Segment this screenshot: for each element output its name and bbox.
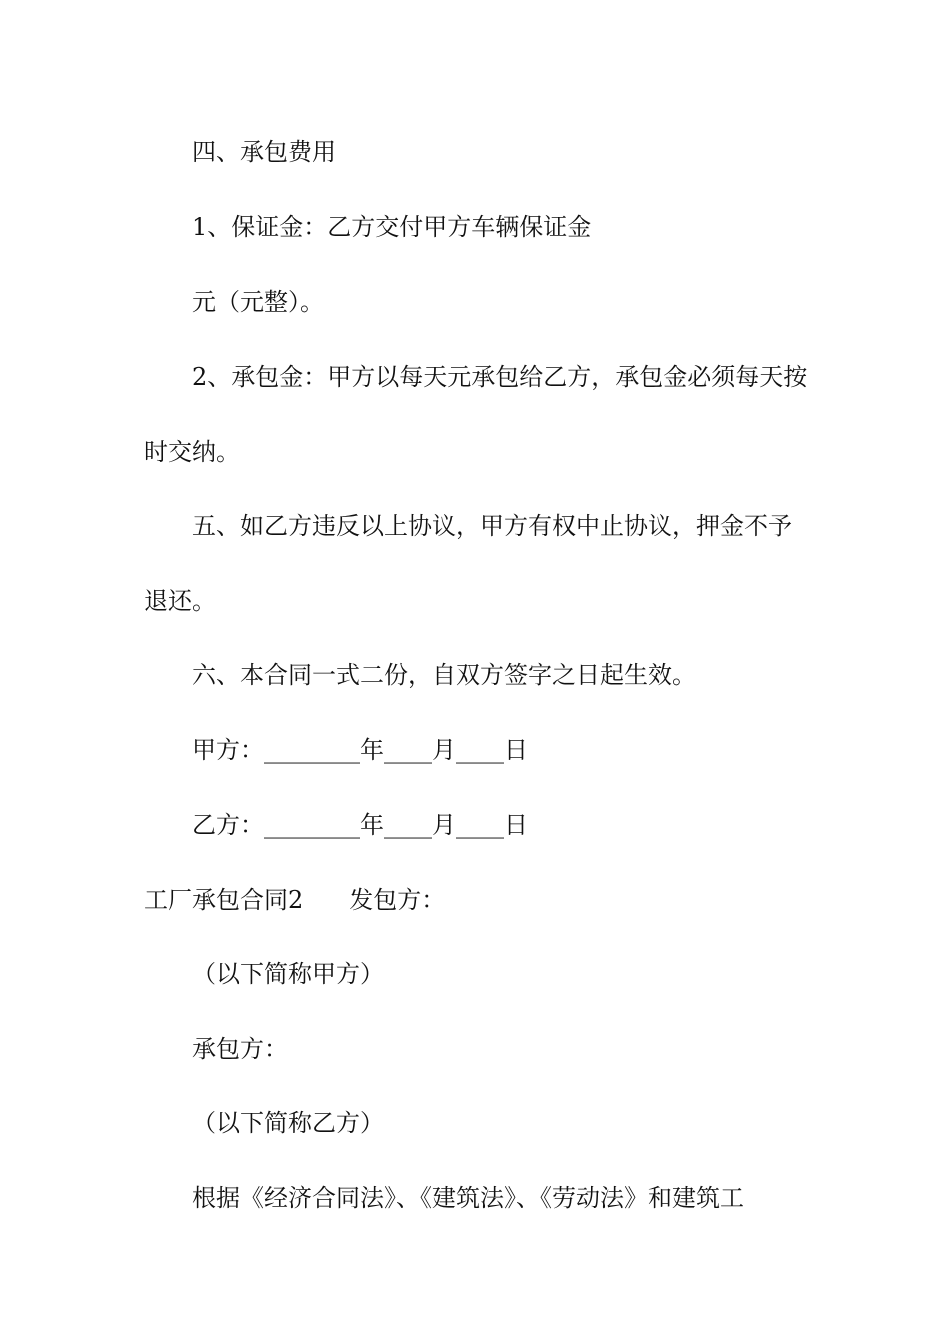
contractor-abbreviation: （以下简称乙方） xyxy=(192,1109,384,1137)
issuer-label: 发包方： xyxy=(349,886,446,914)
section-heading-fee: 四、承包费用 xyxy=(192,138,336,166)
contractor-label: 承包方： xyxy=(192,1035,288,1063)
paragraph-contract-fee: 2、承包金：甲方以每天元承包给乙方，承包金必须每天按 xyxy=(192,363,808,391)
issuer-abbreviation: （以下简称甲方） xyxy=(192,960,384,988)
paragraph-legal-basis: 根据《经济合同法》、《建筑法》、《劳动法》和建筑工 xyxy=(192,1184,744,1212)
paragraph-contract-fee-cont: 时交纳。 xyxy=(144,438,240,466)
paragraph-deposit: 1、保证金：乙方交付甲方车辆保证金 xyxy=(192,213,592,241)
signature-party-a: 甲方：________年____月____日 xyxy=(192,736,528,764)
paragraph-breach: 五、如乙方违反以上协议，甲方有权中止协议，押金不予 xyxy=(192,512,792,540)
contract2-heading-line xyxy=(144,885,445,915)
contract2-title: 工厂承包合同2 xyxy=(144,886,304,914)
paragraph-deposit-amount: 元（元整）。 xyxy=(192,288,324,316)
signature-party-b: 乙方：________年____月____日 xyxy=(192,811,528,839)
paragraph-breach-cont: 退还。 xyxy=(144,587,216,615)
paragraph-copies: 六、本合同一式二份，自双方签字之日起生效。 xyxy=(192,661,696,689)
